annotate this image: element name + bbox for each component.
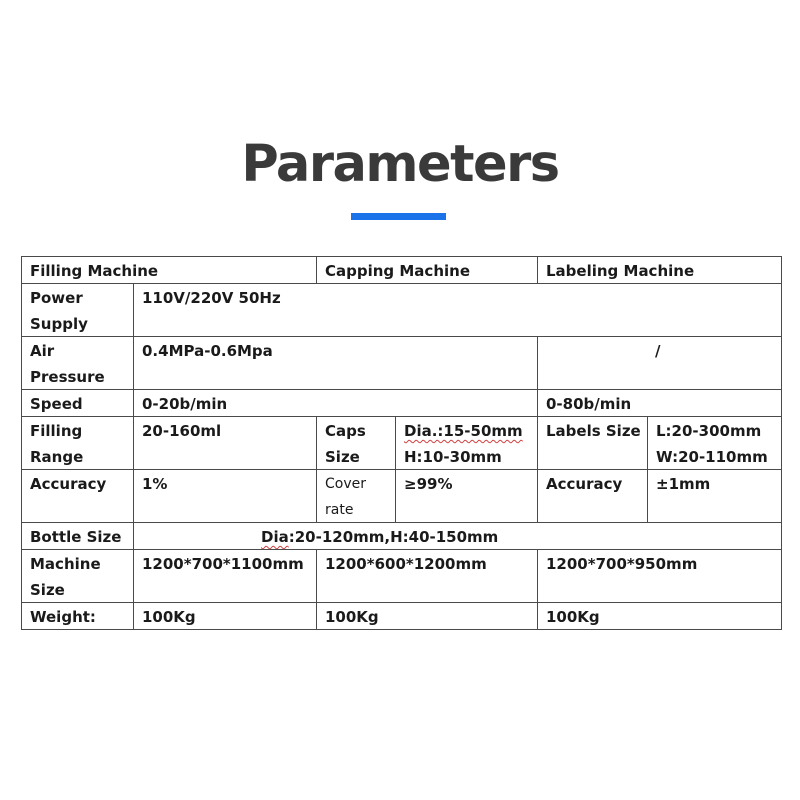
machine-size-line1: Machine <box>30 555 101 573</box>
weight-labeling: 100Kg <box>537 602 782 630</box>
labeling-accuracy-value: ±1mm <box>647 469 782 523</box>
filling-range-label <box>21 416 134 470</box>
labels-l: L:20-300mm <box>656 422 762 440</box>
filling-range-line1: Filling <box>30 422 83 440</box>
bottle-rest: :20-120mm,H:40-150mm <box>288 528 499 546</box>
bottle-dia: Dia <box>261 528 289 546</box>
header-labeling-machine: Labeling Machine <box>537 256 782 284</box>
bottle-size-label: Bottle Size <box>21 522 134 550</box>
air-label-line2: Pressure <box>30 368 105 386</box>
air-pressure-labeling: / <box>537 336 782 390</box>
cover-line1: Cover <box>325 476 366 492</box>
caps-h: H:10-30mm <box>404 448 502 466</box>
power-supply-value: 110V/220V 50Hz <box>133 283 782 337</box>
machine-size-labeling: 1200*700*950mm <box>537 549 782 603</box>
caps-size-value <box>395 416 538 470</box>
filling-range-value: 20-160ml <box>133 416 317 470</box>
air-label-line1: Air <box>30 342 55 360</box>
machine-size-filling: 1200*700*1100mm <box>133 549 317 603</box>
accuracy-label: Accuracy <box>21 469 134 523</box>
caps-dia: Dia.:15-50mm <box>404 422 523 440</box>
cover-line2: rate <box>325 502 354 518</box>
weight-capping: 100Kg <box>316 602 538 630</box>
machine-size-line2: Size <box>30 581 65 599</box>
accuracy-value: 1% <box>133 469 317 523</box>
header-filling-machine: Filling Machine <box>21 256 317 284</box>
page-title: Parameters <box>241 135 559 194</box>
labeling-accuracy-label: Accuracy <box>537 469 648 523</box>
caps-line1: Caps <box>325 422 366 440</box>
labels-size-value <box>647 416 782 470</box>
title-underline <box>351 213 446 220</box>
power-supply-label <box>21 283 134 337</box>
power-label-line1: Power <box>30 289 83 307</box>
air-pressure-value: 0.4MPa-0.6Mpa <box>133 336 538 390</box>
speed-labeling: 0-80b/min <box>537 389 782 417</box>
cover-rate-label <box>316 469 396 523</box>
weight-label: Weight: <box>21 602 134 630</box>
speed-label: Speed <box>21 389 134 417</box>
power-label-line2: Supply <box>30 315 88 333</box>
caps-line2: Size <box>325 448 360 466</box>
bottle-size-value <box>133 522 782 550</box>
machine-size-label <box>21 549 134 603</box>
machine-size-capping: 1200*600*1200mm <box>316 549 538 603</box>
filling-range-line2: Range <box>30 448 84 466</box>
speed-filling: 0-20b/min <box>133 389 538 417</box>
cover-rate-value: ≥99% <box>395 469 538 523</box>
air-pressure-label <box>21 336 134 390</box>
header-capping-machine: Capping Machine <box>316 256 538 284</box>
labels-size-label: Labels Size <box>537 416 648 470</box>
labels-w: W:20-110mm <box>656 448 768 466</box>
weight-filling: 100Kg <box>133 602 317 630</box>
caps-size-label <box>316 416 396 470</box>
